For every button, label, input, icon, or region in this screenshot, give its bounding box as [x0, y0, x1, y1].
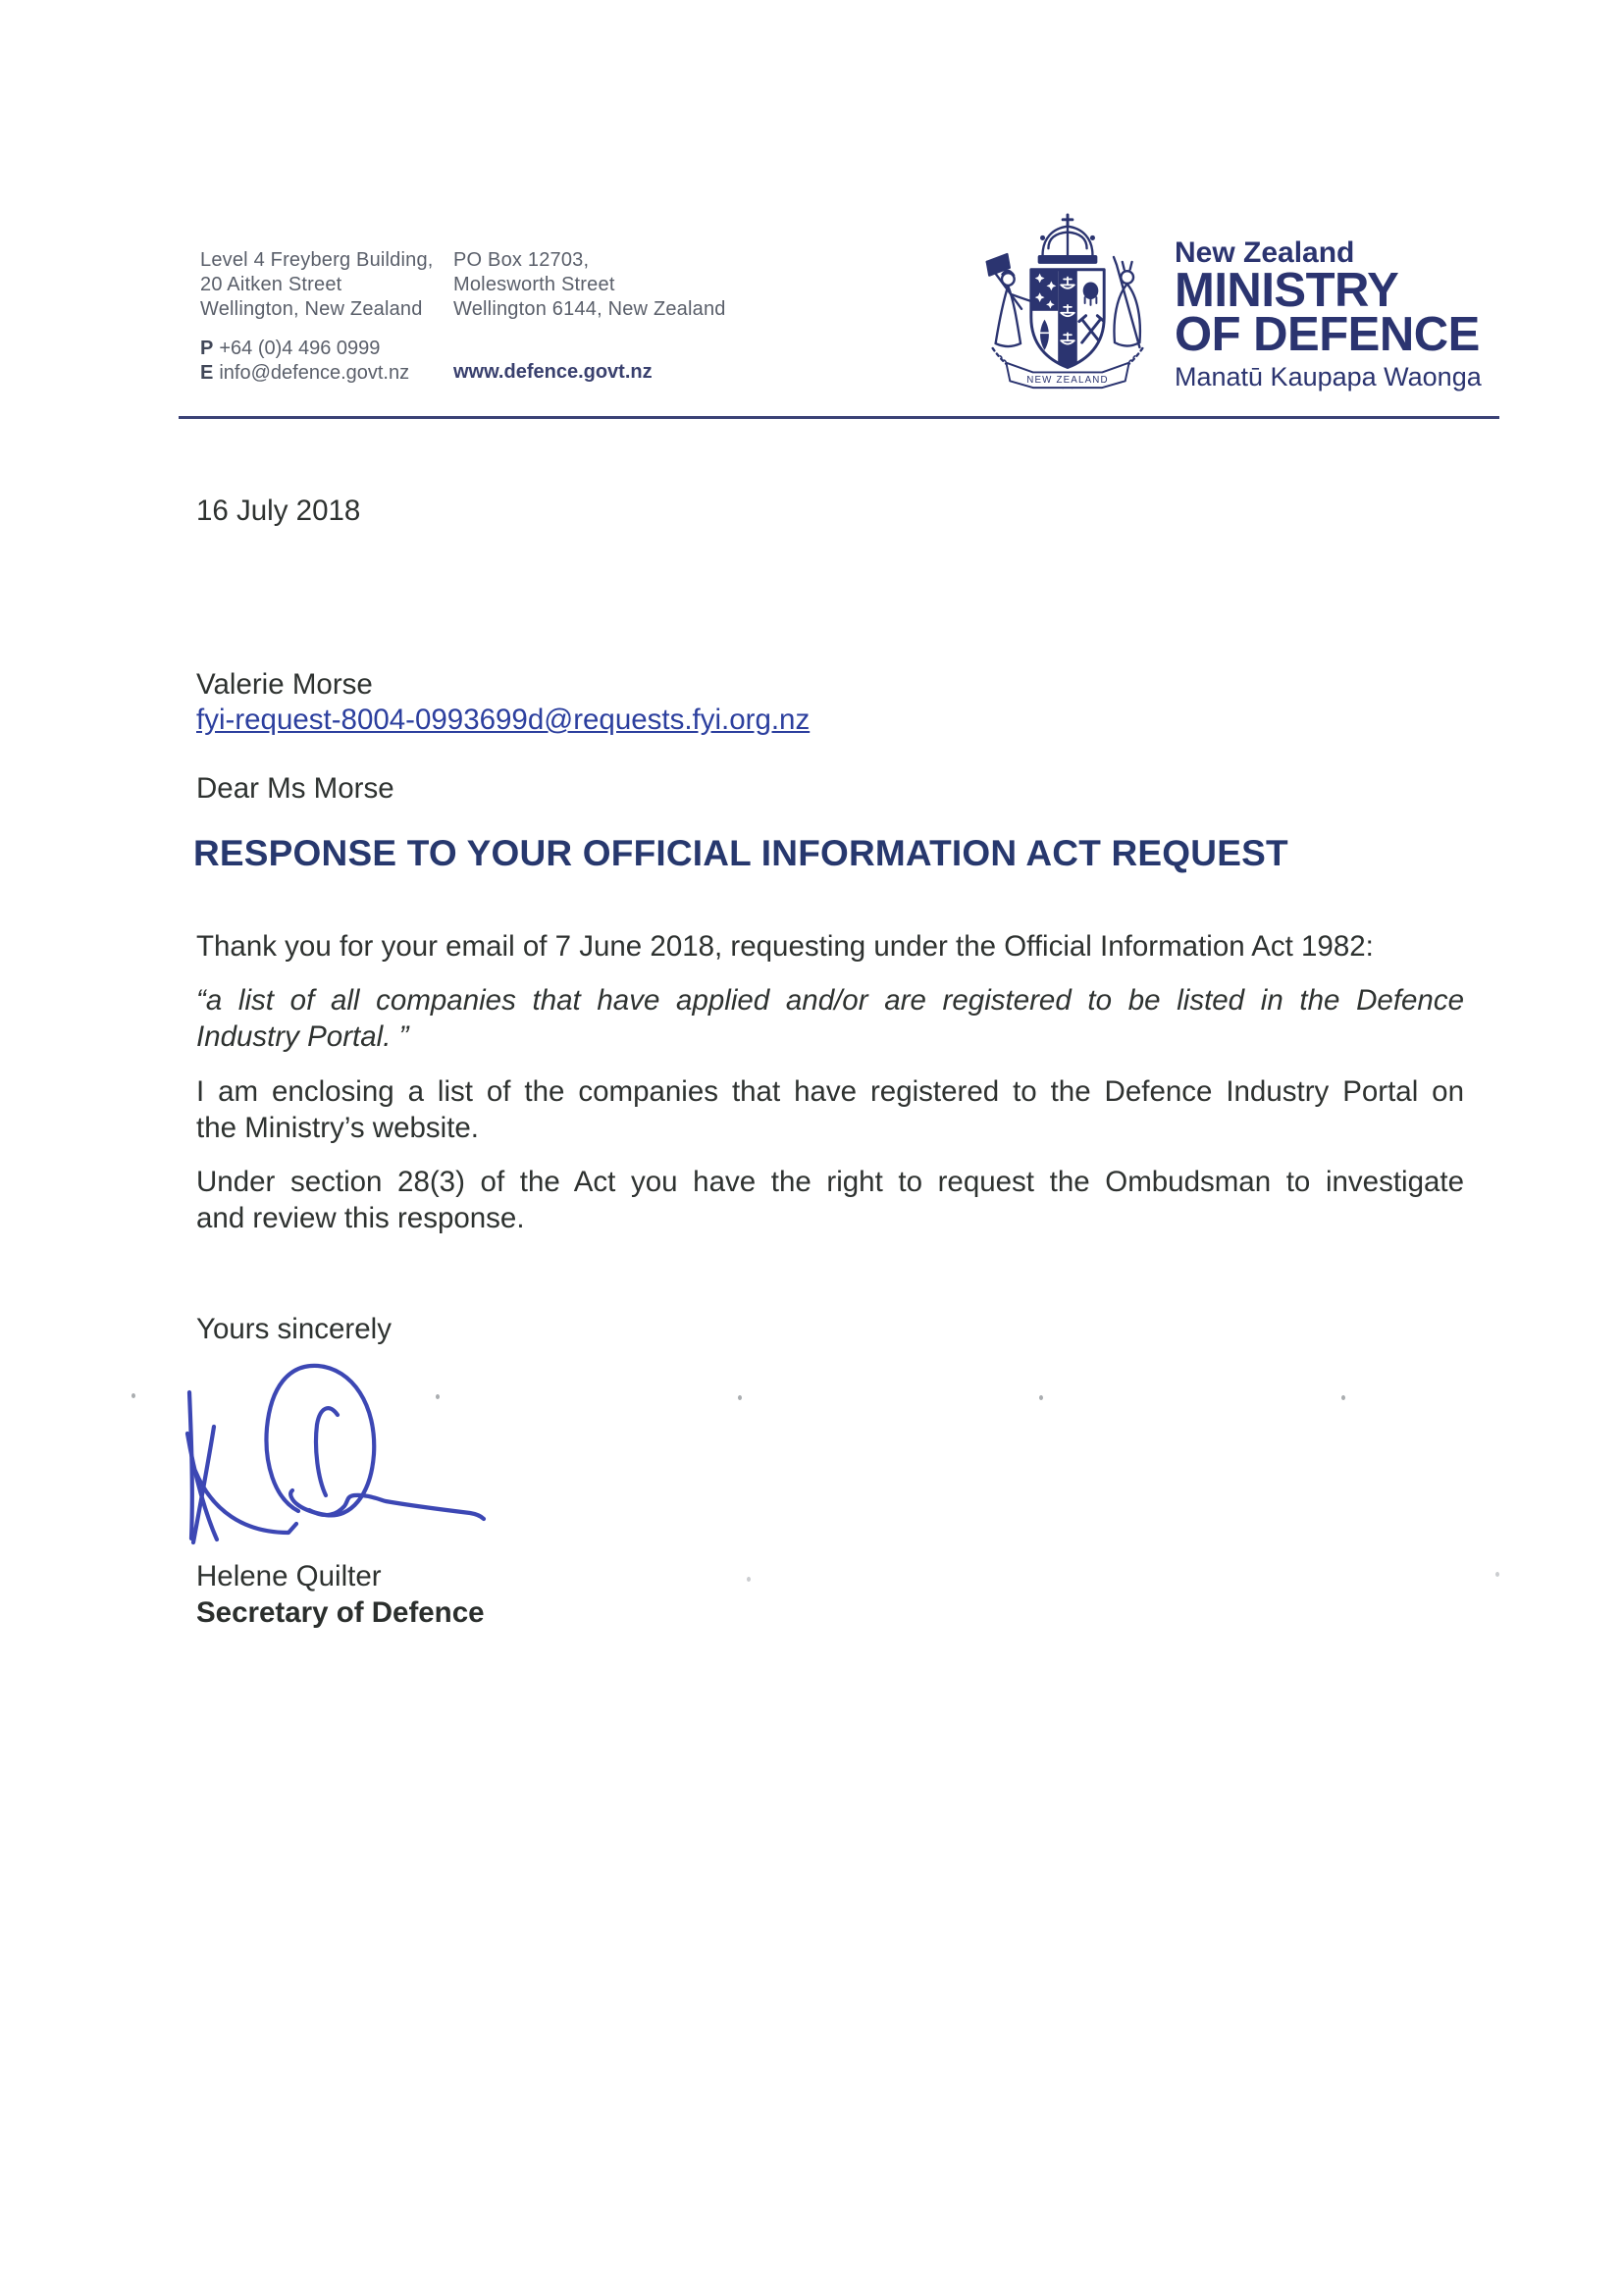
recipient-email-line — [196, 704, 810, 737]
letterhead-postal-address: PO Box 12703, Molesworth Street Wellington 6144, New Zealand — [453, 249, 726, 320]
email-label: E — [200, 362, 214, 384]
subject-heading: RESPONSE TO YOUR OFFICIAL INFORMATION ACT REQUEST — [193, 833, 1288, 873]
scan-speck — [1341, 1395, 1345, 1400]
salutation: Dear Ms Morse — [196, 772, 394, 805]
website-url: www.defence.govt.nz — [453, 361, 653, 383]
signature-handwriting — [181, 1346, 497, 1548]
logo-name-line1: MINISTRY — [1175, 264, 1399, 317]
phone-row — [200, 337, 409, 361]
paragraph-enclosure: I am enclosing a list of the companies that have registered to the Defence Industry Portal on the Ministry’s website. — [196, 1075, 1464, 1144]
letterhead-street-address: Level 4 Freyberg Building, 20 Aitken Street Wellington, New Zealand — [200, 249, 434, 320]
signatory-title: Secretary of Defence — [196, 1596, 485, 1629]
closing-phrase: Yours sincerely — [196, 1313, 392, 1345]
signatory-name: Helene Quilter — [196, 1560, 382, 1592]
recipient-email-link[interactable]: fyi-request-8004-0993699d@requests.fyi.org.nz — [196, 704, 811, 736]
scan-speck — [131, 1393, 135, 1398]
recipient-name: Valerie Morse — [196, 668, 373, 701]
scan-speck — [1495, 1572, 1499, 1577]
coat-of-arms-icon — [971, 212, 1164, 392]
contact-email: info@defence.govt.nz — [219, 362, 410, 384]
logo-maori-name: Manatū Kaupapa Waonga — [1175, 362, 1482, 391]
letterhead-contact — [200, 337, 409, 386]
letter-date: 16 July 2018 — [196, 495, 361, 527]
scan-speck — [1039, 1395, 1043, 1400]
paragraph-intro: Thank you for your email of 7 June 2018, requesting under the Official Information Act 1982: — [196, 930, 1374, 963]
paragraph-ombudsman: Under section 28(3) of the Act you have the right to request the Ombudsman to investigate and review this response. — [196, 1166, 1464, 1234]
scan-speck — [747, 1577, 751, 1582]
letterhead-divider — [179, 416, 1499, 419]
phone-label: P — [200, 338, 214, 359]
scan-speck — [436, 1394, 440, 1399]
phone-number: +64 (0)4 496 0999 — [219, 338, 381, 359]
crest-banner-text: NEW ZEALAND — [1026, 375, 1109, 387]
email-row — [200, 361, 409, 386]
scan-speck — [738, 1395, 742, 1400]
logo-name-line2: OF DEFENCE — [1175, 308, 1480, 361]
ministry-logo-text — [1175, 237, 1482, 391]
logo-country: New Zealand — [1175, 236, 1355, 269]
paragraph-quote: “a list of all companies that have applied and/or are registered to be listed in the Defence Industry Portal. ” — [196, 984, 1464, 1053]
